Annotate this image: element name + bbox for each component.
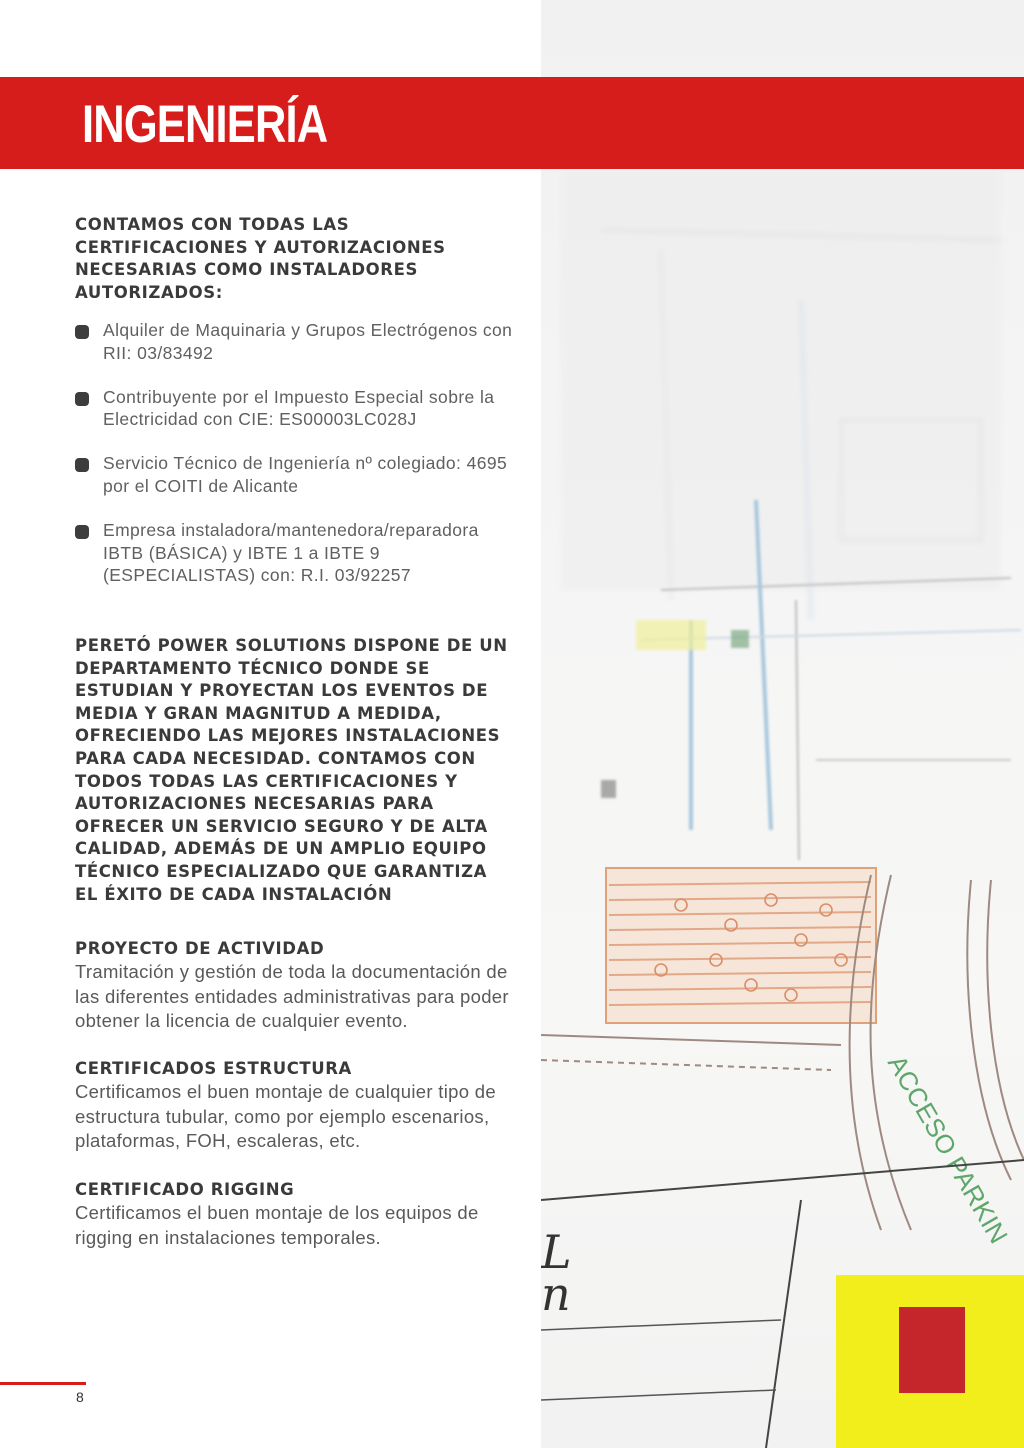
statement-text: PERETÓ POWER SOLUTIONS DISPONE DE UN DEPARTAMENTO TÉCNICO DONDE SE ESTUDIAN Y PROYECTAN LOS EVENTOS DE MEDIA Y GRAN MAGNITUD A MEDIDA, OFRECIENDO LAS MEJORES INSTALACIONES PARA CADA NECESIDAD. CONTAMOS CON TODOS TODAS LAS CERTIFICACIONES Y AUTORIZACIONES NECESARIAS PARA OFRECER UN SERVICIO SEGURO Y DE ALTA CALIDAD, ADEMÁS DE UN AMPLIO EQUIPO TÉCNICO ESPECIALIZADO QUE GARANTIZA EL ÉXITO DE CADA INSTALACIÓN bbox=[75, 636, 508, 904]
bullet-icon bbox=[75, 458, 89, 472]
section-body: Certificamos el buen montaje de los equipos de rigging en instalaciones temporales. bbox=[75, 1202, 479, 1248]
list-item bbox=[75, 386, 517, 432]
page-title: INGENIERÍA bbox=[82, 95, 328, 154]
legend-letter-n: n bbox=[541, 1267, 571, 1321]
section-title: CERTIFICADOS ESTRUCTURA bbox=[75, 1059, 352, 1078]
section-title: CERTIFICADO RIGGING bbox=[75, 1180, 295, 1199]
bullet-icon bbox=[75, 325, 89, 339]
bullet-icon bbox=[75, 525, 89, 539]
footer-accent-line bbox=[0, 1382, 86, 1385]
section-proyecto bbox=[75, 938, 515, 1034]
blueprint-photo bbox=[541, 0, 1024, 1448]
certifications-list-block bbox=[75, 319, 517, 587]
certification-text: Servicio Técnico de Ingeniería nº colegiado: 4695 por el COITI de Alicante bbox=[103, 453, 508, 496]
hatched-area bbox=[606, 868, 876, 1023]
certifications-list bbox=[75, 319, 517, 587]
section-title: PROYECTO DE ACTIVIDAD bbox=[75, 939, 325, 958]
page-number: 8 bbox=[76, 1389, 84, 1405]
section-rigging bbox=[75, 1179, 515, 1250]
legend-letter-l: L bbox=[541, 1225, 572, 1279]
bullet-icon bbox=[75, 392, 89, 406]
certification-text: Empresa instaladora/mantenedora/reparadora IBTB (BÁSICA) y IBTE 1 a IBTE 9 (ESPECIALISTAS) con: R.I. 03/92257 bbox=[103, 519, 479, 586]
certification-text: Contribuyente por el Impuesto Especial sobre la Electricidad con CIE: ES00003LC028J bbox=[103, 386, 495, 430]
certifications-block bbox=[75, 214, 515, 304]
section-estructura bbox=[75, 1058, 515, 1154]
plan-legend bbox=[541, 1160, 1024, 1448]
statement-block bbox=[75, 635, 513, 906]
plan-label: ACCESO PARKIN bbox=[881, 1050, 1014, 1249]
certification-text: Alquiler de Maquinaria y Grupos Electrógenos con RII: 03/83492 bbox=[103, 320, 513, 363]
section-body: Certificamos el buen montaje de cualquier tipo de estructura tubular, como por ejemplo escenarios, plataformas, FOH, escaleras, etc. bbox=[75, 1081, 496, 1152]
certifications-heading: CONTAMOS CON TODAS LAS CERTIFICACIONES Y AUTORIZACIONES NECESARIAS COMO INSTALADORES AUTORIZADOS: bbox=[75, 215, 446, 302]
list-item bbox=[75, 519, 517, 587]
blueprint-illustration bbox=[541, 0, 1024, 1448]
section-body: Tramitación y gestión de toda la documentación de las diferentes entidades administrativas para poder obtener la licencia de cualquier evento. bbox=[75, 961, 509, 1032]
list-item bbox=[75, 319, 517, 365]
list-item bbox=[75, 452, 517, 498]
